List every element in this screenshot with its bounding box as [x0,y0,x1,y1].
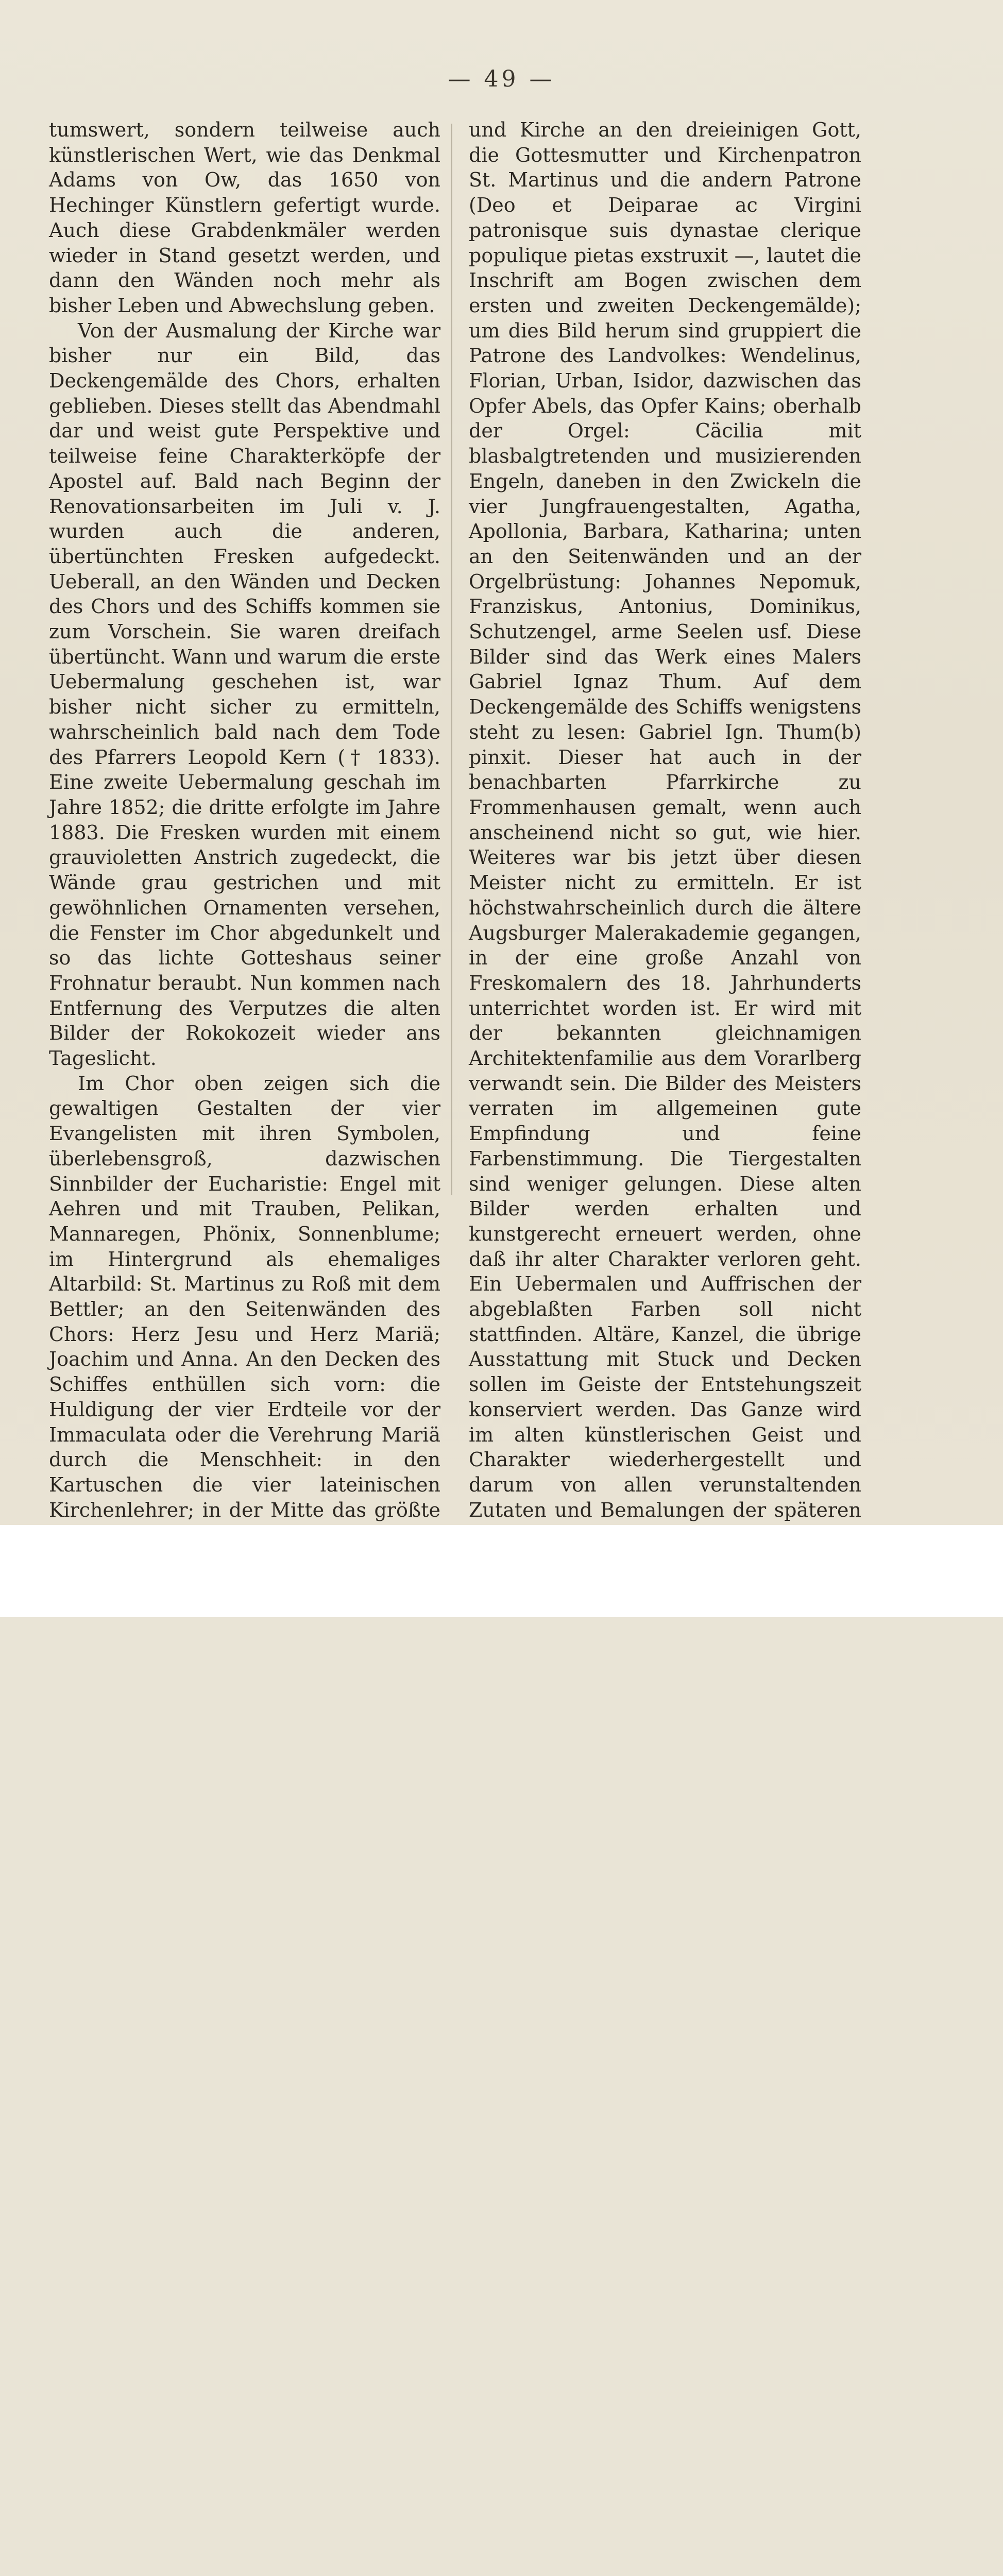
paragraph: und Kirche an den dreieinigen Gott, die Gottesmutter und Kirchenpatron St. Martinus und die andern Patrone (Deo et Deiparae ac Virgini patronisque suis dynastae clerique populique pietas exstruxit —, lautet die Inschrift am Bogen zwischen dem ersten und zweiten Deckengemälde); um dies Bild herum sind gruppiert die Patrone des Landvolkes: Wendelinus, Florian, Urban, Isidor, dazwischen das Opfer Abels, das Opfer Kains; oberhalb der Orgel: Cäcilia mit blasbalgtretenden und musizierenden Engeln, daneben in den Zwickeln die vier Jungfrauengestalten, Agatha, Apollonia, Barbara, Katharina; unten an den Seitenwänden und an der Orgelbrüstung: Johannes Nepomuk, Franziskus, Antonius, Dominikus, Schutzengel, arme Seelen usf. Diese Bilder sind das Werk eines Malers Gabriel Ignaz Thum. Auf dem Deckengemälde des Schiffs wenigstens steht zu lesen: Gabriel Ign. Thum(b) pinxit. Dieser hat auch in der benachbarten Pfarrkirche zu Frommenhausen gemalt, wenn auch anscheinend nicht so gut, wie hier. Weiteres war bis jetzt über diesen Meister nicht zu ermitteln. Er ist höchstwahrscheinlich durch die ältere Augsburger Malerakademie gegangen, in der eine große Anzahl von Freskomalern des 18. Jahrhunderts unterrichtet worden ist. Er wird mit der bekannten gleichnamigen Architektenfamilie aus dem Vorarlberg verwandt sein. Die Bilder des Meisters verraten im allgemeinen gute Empfindung und feine Farbenstimmung. Die Tiergestalten sind weniger gelungen. Diese alten Bilder werden erhalten und kunstgerecht erneuert werden, ohne daß ihr alter Charakter verloren geht. Ein Uebermalen und Auffrischen der abgeblaßten Farben soll nicht stattfinden. Altäre, Kanzel, die übrige Ausstattung mit Stuck und Decken sollen im Geiste der Entstehungszeit konserviert werden. Das Ganze wird im alten künstlerischen Geist und Charakter wiederhergestellt und darum von allen verunstaltenden Zutaten und Bemalungen der späteren [469,118,861,1521]
paragraph: Von der Ausmalung der Kirche war bisher nur ein Bild, das Deckengemälde des Chors, erhalten geblieben. Dieses stellt das Abendmahl dar und weist gute Perspektive und teilweise feine Charakterköpfe der Apostel auf. Bald nach Beginn der Renovationsarbeiten im Juli v. J. wurden auch die anderen, übertünchten Fresken aufgedeckt. Ueberall, an den Wänden und Decken des Chors und des Schiffs kommen sie zum Vorschein. Sie waren dreifach übertüncht. Wann und warum die erste Uebermalung geschehen ist, war bisher nicht sicher zu ermitteln, wahrscheinlich bald nach dem Tode des Pfarrers Leopold Kern († 1833). Eine zweite Uebermalung geschah im Jahre 1852; die dritte erfolgte im Jahre 1883. Die Fresken wurden mit einem grauvioletten Anstrich zugedeckt, die Wände grau gestrichen und mit gewöhnlichen Ornamenten versehen, die Fenster im Chor abgedunkelt und so das lichte Gotteshaus seiner Frohnatur beraubt. Nun kommen nach Entfernung des Verputzes die alten Bilder der Rokokozeit wieder ans Tageslicht. [49,319,440,1070]
right-text-column [469,117,861,1573]
paragraph: Im Chor oben zeigen sich die gewaltigen Gestalten der vier Evangelisten mit ihren Symbolen, überlebensgroß, dazwischen Sinnbilder der Eucharistie: Engel mit Aehren und mit Trauben, Pelikan, Mannaregen, Phönix, Sonnenblume; im Hintergrund als ehemaliges Altarbild: St. Martinus zu Roß mit dem Bettler; an den Seitenwänden des Chors: Herz Jesu und Herz Mariä; Joachim und Anna. An den Decken des Schiffes enthüllen sich vorn: die Huldigung der vier Erdteile vor der Immaculata oder die Verehrung Mariä durch die Menschheit: in den Kartuschen die vier lateinischen Kirchenlehrer; in der Mitte das größte [49,1072,440,1521]
digitization-footer [0,1525,1003,1617]
column-divider [451,124,452,1195]
left-text-column [49,117,440,1573]
page-number: — 49 — [448,66,555,92]
paragraph: tumswert, sondern teilweise auch künstlerischen Wert, wie das Denkmal Adams von Ow, das 1650 von Hechinger Künstlern gefertigt wurde. Auch diese Grabdenkmäler werden wieder in Stand gesetzt werden, und dann den Wänden noch mehr als bisher Leben und Abwechslung geben. [49,118,440,317]
